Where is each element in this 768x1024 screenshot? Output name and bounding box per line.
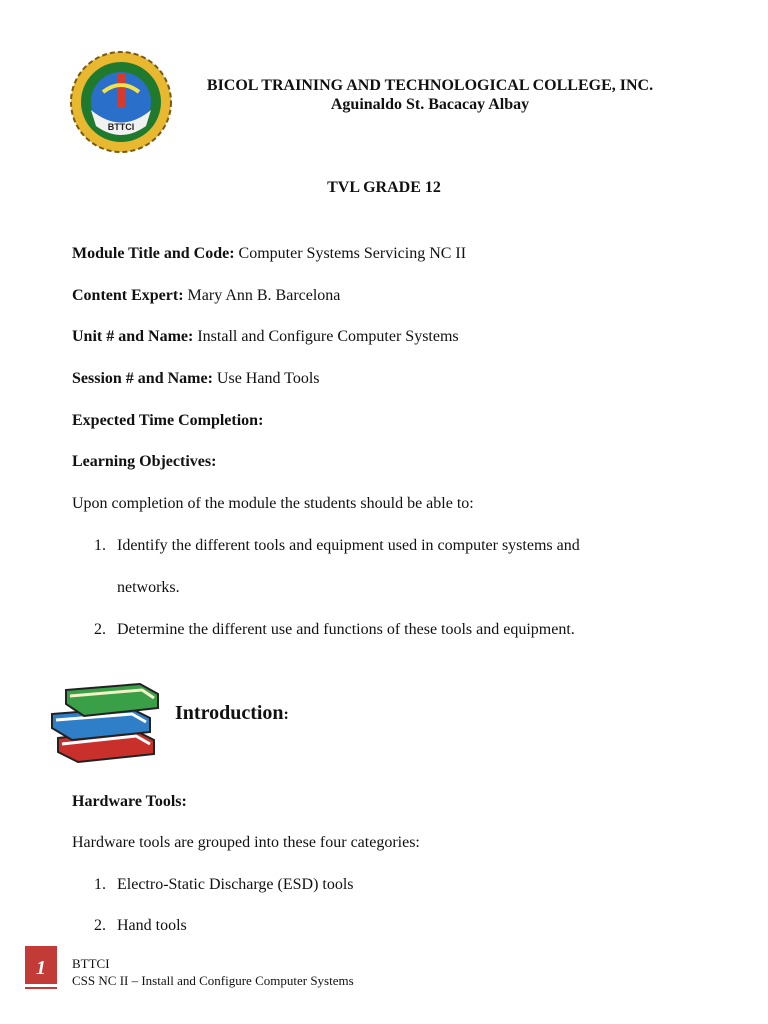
time-label: Expected Time Completion: (72, 412, 264, 429)
unit-line (72, 328, 459, 346)
list-text: Identify the different tools and equipment used in computer systems and (117, 537, 580, 554)
hardware-heading: Hardware Tools: (72, 793, 187, 810)
objectives-intro: Upon completion of the module the students should be able to: (72, 495, 474, 512)
module-value: Computer Systems Servicing NC II (238, 245, 467, 262)
expert-value: Mary Ann B. Barcelona (187, 287, 341, 304)
list-text: Hand tools (117, 917, 187, 934)
grade-title: TVL GRADE 12 (327, 179, 441, 196)
objectives-label: Learning Objectives: (72, 453, 217, 470)
module-label: Module Title and Code: (72, 245, 235, 262)
list-text: Determine the different use and functions of these tools and equipment. (117, 621, 575, 638)
list-item-continuation: networks. (117, 579, 180, 596)
learning-objectives-heading (72, 453, 216, 471)
hardware-intro: Hardware tools are grouped into these four categories: (72, 834, 420, 851)
session-line (72, 370, 319, 388)
list-item (94, 917, 187, 935)
page-number: 1 (25, 946, 57, 984)
list-item (94, 537, 580, 555)
list-item (94, 876, 354, 894)
college-logo (68, 50, 174, 154)
introduction-colon: : (283, 706, 289, 723)
list-number: 2. (94, 917, 106, 934)
list-number: 1. (94, 876, 106, 893)
unit-value: Install and Configure Computer Systems (197, 328, 459, 345)
expected-time-line (72, 412, 263, 430)
introduction-heading (175, 702, 289, 725)
module-title-line (72, 245, 466, 263)
list-item (94, 621, 575, 639)
expert-label: Content Expert: (72, 287, 184, 304)
content-expert-line (72, 287, 340, 305)
page-number-underline (25, 987, 57, 989)
unit-label: Unit # and Name: (72, 328, 194, 345)
college-name: BICOL TRAINING AND TECHNOLOGICAL COLLEGE, INC. (206, 77, 654, 94)
list-text: Electro-Static Discharge (ESD) tools (117, 876, 354, 893)
session-value: Use Hand Tools (216, 370, 320, 387)
session-label: Session # and Name: (72, 370, 213, 387)
logo-text: BTTCI (107, 122, 135, 132)
list-number: 2. (94, 621, 106, 638)
list-number: 1. (94, 537, 106, 554)
footer-line-1: BTTCI (72, 956, 110, 971)
footer-line-2: CSS NC II – Install and Configure Computer Systems (72, 973, 354, 988)
college-address: Aguinaldo St. Bacacay Albay (330, 96, 530, 113)
books-icon (44, 674, 162, 766)
footer (72, 955, 354, 989)
introduction-title: Introduction (175, 702, 284, 724)
hardware-tools-heading (72, 793, 187, 811)
